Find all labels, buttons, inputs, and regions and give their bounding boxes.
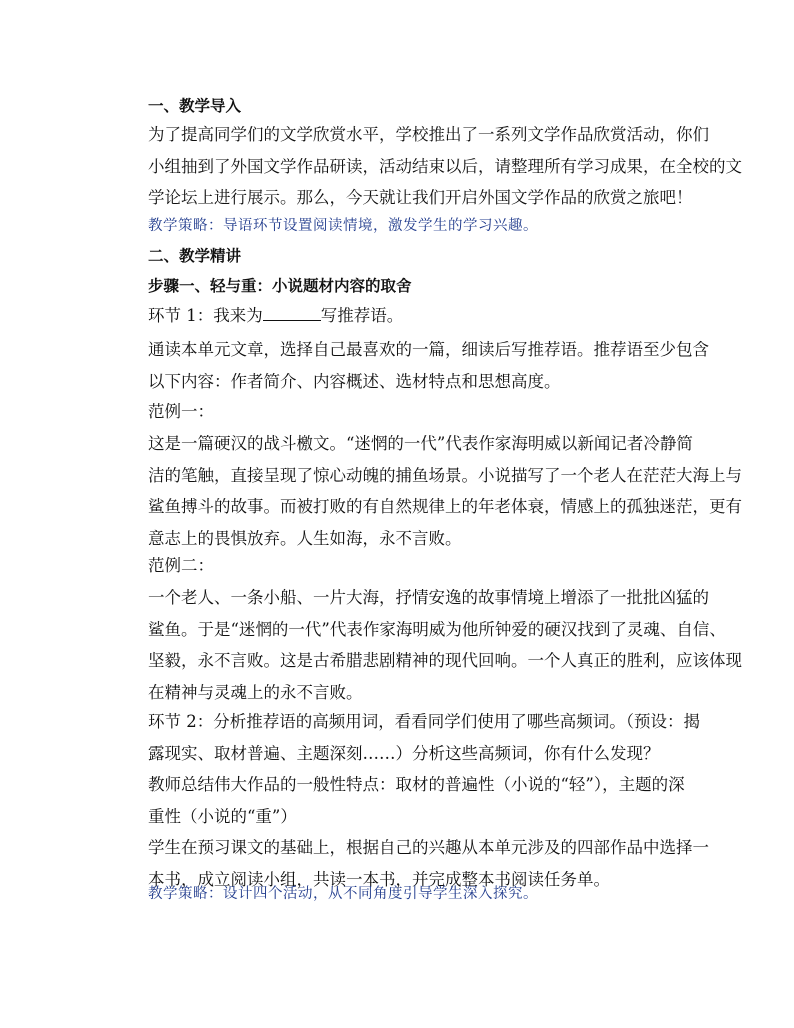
read-line: 通读本单元文章，选择自己最喜欢的一篇，细读后写推荐语。推荐语至少包含 <box>148 340 709 359</box>
intro-line: 学论坛上进行展示。那么，今天就让我们开启外国文学作品的欣赏之旅吧！ <box>148 188 693 207</box>
teacher-line: 重性（小说的“重”） <box>148 806 297 826</box>
link1-suffix: 写推荐语。 <box>320 306 404 325</box>
teaching-strategy-1: 教学策略：导语环节设置阅读情境，激发学生的学习兴趣。 <box>148 218 538 234</box>
step1-title: 步骤一、轻与重：小说题材内容的取舍 <box>148 276 412 295</box>
link1-line <box>148 302 403 330</box>
link2-line: 环节 2：分析推荐语的高频用词，看看同学们使用了哪些高频词。（预设：揭 <box>148 712 700 731</box>
section-title-main: 二、教学精讲 <box>148 246 242 265</box>
student-line: 学生在预习课文的基础上，根据自己的兴趣从本单元涉及的四部作品中选择一 <box>148 838 709 857</box>
read-paragraph <box>148 334 709 397</box>
example2-paragraph <box>148 582 742 708</box>
example1-line: 这是一篇硬汉的战斗檄文。“迷惘的一代”代表作家海明威以新闻记者冷静简 <box>148 434 693 453</box>
example2-line: 在精神与灵魂上的永不言败。 <box>148 682 363 702</box>
teacher-line: 教师总结伟大作品的一般性特点：取材的普遍性（小说的“轻”），主题的深 <box>148 775 685 794</box>
intro-paragraph <box>148 119 742 214</box>
student-line: 本书，成立阅读小组，共读一本书，并完成整本书阅读任务单。 <box>148 869 610 889</box>
example1-line: 意志上的畏惧放弃。人生如海，永不言败。 <box>148 528 462 548</box>
read-line: 以下内容：作者简介、内容概述、选材特点和思想高度。 <box>148 371 561 391</box>
example1-label: 范例一： <box>148 402 214 421</box>
link2-line: 露现实、取材普遍、主题深刻……）分析这些高频词，你有什么发现？ <box>148 743 660 763</box>
example2-line: 一个老人、一条小船、一片大海，抒情安逸的故事情境上增添了一批批凶猛的 <box>148 588 709 607</box>
teacher-paragraph <box>148 769 688 832</box>
link1-prefix: 环节 1：我来为 <box>148 306 263 325</box>
example2-label: 范例二： <box>148 556 214 575</box>
example1-paragraph <box>148 428 742 554</box>
intro-line: 为了提高同学们的文学欣赏水平，学校推出了一系列文学作品欣赏活动，你们 <box>148 125 709 144</box>
example1-line: 鲨鱼搏斗的故事。而被打败的有自然规律上的年老体衰，情感上的孤独迷茫，更有 <box>148 497 742 516</box>
link2-paragraph <box>148 706 700 769</box>
example2-line: 鲨鱼。于是“迷惘的一代”代表作家海明威为他所钟爱的硬汉找到了灵魂、自信、 <box>148 619 726 639</box>
teaching-strategy-2: 教学策略：设计四个活动，从不同角度引导学生深入探究。 <box>148 886 538 902</box>
intro-line: 小组抽到了外国文学作品研读，活动结束以后，请整理所有学习成果，在全校的文 <box>148 156 742 176</box>
section-title-intro: 一、教学导入 <box>148 96 242 115</box>
fill-blank[interactable] <box>263 302 321 321</box>
example1-line: 洁的笔触，直接呈现了惊心动魄的捕鱼场景。小说描写了一个老人在茫茫大海上与 <box>148 465 742 485</box>
example2-line: 坚毅，永不言败。这是古希腊悲剧精神的现代回响。一个人真正的胜利，应该体现 <box>148 651 742 670</box>
